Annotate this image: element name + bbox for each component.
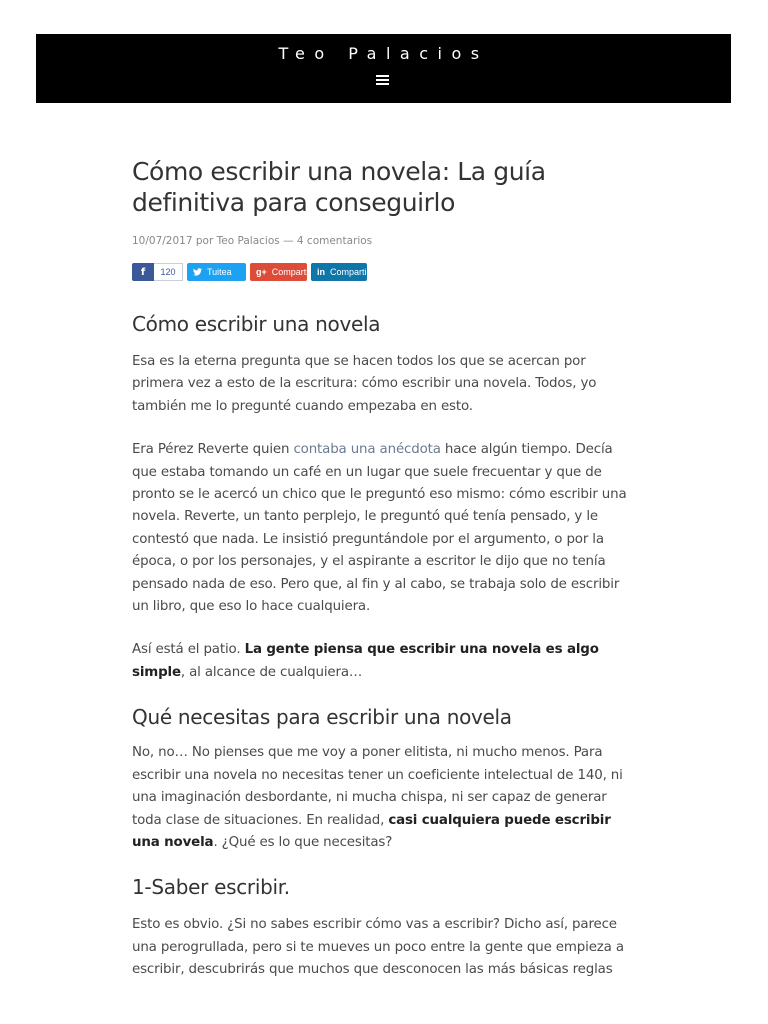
heading-como-escribir: Cómo escribir una novela [132, 312, 381, 336]
twitter-share-label: Tuitea [207, 267, 232, 277]
comments-link[interactable]: 4 comentarios [296, 235, 373, 247]
twitter-bird-icon [193, 268, 202, 276]
paragraph-patio-post: , al alcance de cualquiera… [180, 664, 363, 680]
googleplus-share-label: Compartir [271, 267, 312, 277]
facebook-share[interactable] [132, 263, 183, 281]
paragraph-reverte [132, 439, 632, 618]
linkedin-share-label: Compartir [330, 267, 370, 277]
paragraph-intro: Esa es la eterna pregunta que se hacen todos los que se acercan por primera vez a esto de la escritura: cómo escribir una novela. Todos, yo también me lo pregunté cuando empezaba en esto. [132, 354, 597, 414]
paragraph-patio-pre: Así está el patio. [132, 642, 245, 658]
hamburger-menu-icon[interactable] [376, 74, 390, 85]
paragraph-reverte-pre: Era Pérez Reverte quien [132, 442, 294, 458]
linkedin-share-button[interactable] [311, 263, 370, 281]
anecdote-link[interactable]: contaba una anécdota [293, 442, 441, 458]
share-bar [132, 263, 632, 281]
heading-saber-escribir: 1-Saber escribir. [132, 875, 290, 900]
author-link[interactable]: Teo Palacios [216, 235, 280, 247]
linkedin-icon: in [317, 267, 325, 277]
paragraph-necesitas-bold: casi cualquiera puede escribir una novela [132, 812, 611, 850]
facebook-icon[interactable]: f [132, 263, 154, 281]
paragraph-necesitas-pre: No, no… No pienses que me voy a poner elitista, ni mucho menos. Para escribir una novela no necesitas tener un coeficiente intelectual de 140, ni una imaginación desbordante, ni mucha chispa, ni ser capaz de generar toda clase de situaciones. En realidad, [132, 745, 623, 828]
paragraph-necesitas-post: . ¿Qué es lo que necesitas? [213, 834, 393, 850]
heading-que-necesitas: Qué necesitas para escribir una novela [132, 705, 512, 730]
meta-by: por [195, 235, 214, 247]
paragraph-patio-bold: La gente piensa que escribir una novela es algo simple [132, 642, 599, 680]
meta-separator: — [283, 235, 294, 247]
site-title-link[interactable]: Teo Palacios [278, 44, 489, 63]
post-meta [132, 235, 632, 247]
post-title: Cómo escribir una novela: La guía definitiva para conseguirlo [132, 157, 546, 217]
googleplus-share-button[interactable] [250, 263, 312, 281]
paragraph-necesitas [132, 742, 632, 854]
twitter-share-button[interactable] [187, 263, 246, 281]
post-date: 10/07/2017 [132, 235, 193, 247]
paragraph-reverte-post: hace algún tiempo. Decía que estaba tomando un café en un lugar que suele frecuentar y que de pronto se le acercó un chico que le preguntó eso mismo: cómo escribir una novela. Reverte, un tanto perplejo, le preguntó qué tenía pensado, y le contestó que nada. Le insistió preguntándole por el argumento, o por la época, o por los personajes, y el aspirante a escritor le dijo que no tenía pensado nada de eso. Pero que, al fin y al cabo, se trabaja solo de escribir un libro, que eso lo hace cualquiera. [132, 442, 627, 615]
article [132, 156, 632, 982]
site-header [36, 34, 731, 103]
googleplus-icon: g+ [256, 267, 267, 277]
facebook-share-count: 120 [154, 263, 183, 281]
paragraph-patio [132, 639, 632, 684]
paragraph-saber-escribir: Esto es obvio. ¿Si no sabes escribir cómo vas a escribir? Dicho así, parece una perogrullada, pero si te mueves un poco entre la gente que empieza a escribir, descubrirás que muchos que desconocen las más básicas reglas [132, 917, 624, 978]
